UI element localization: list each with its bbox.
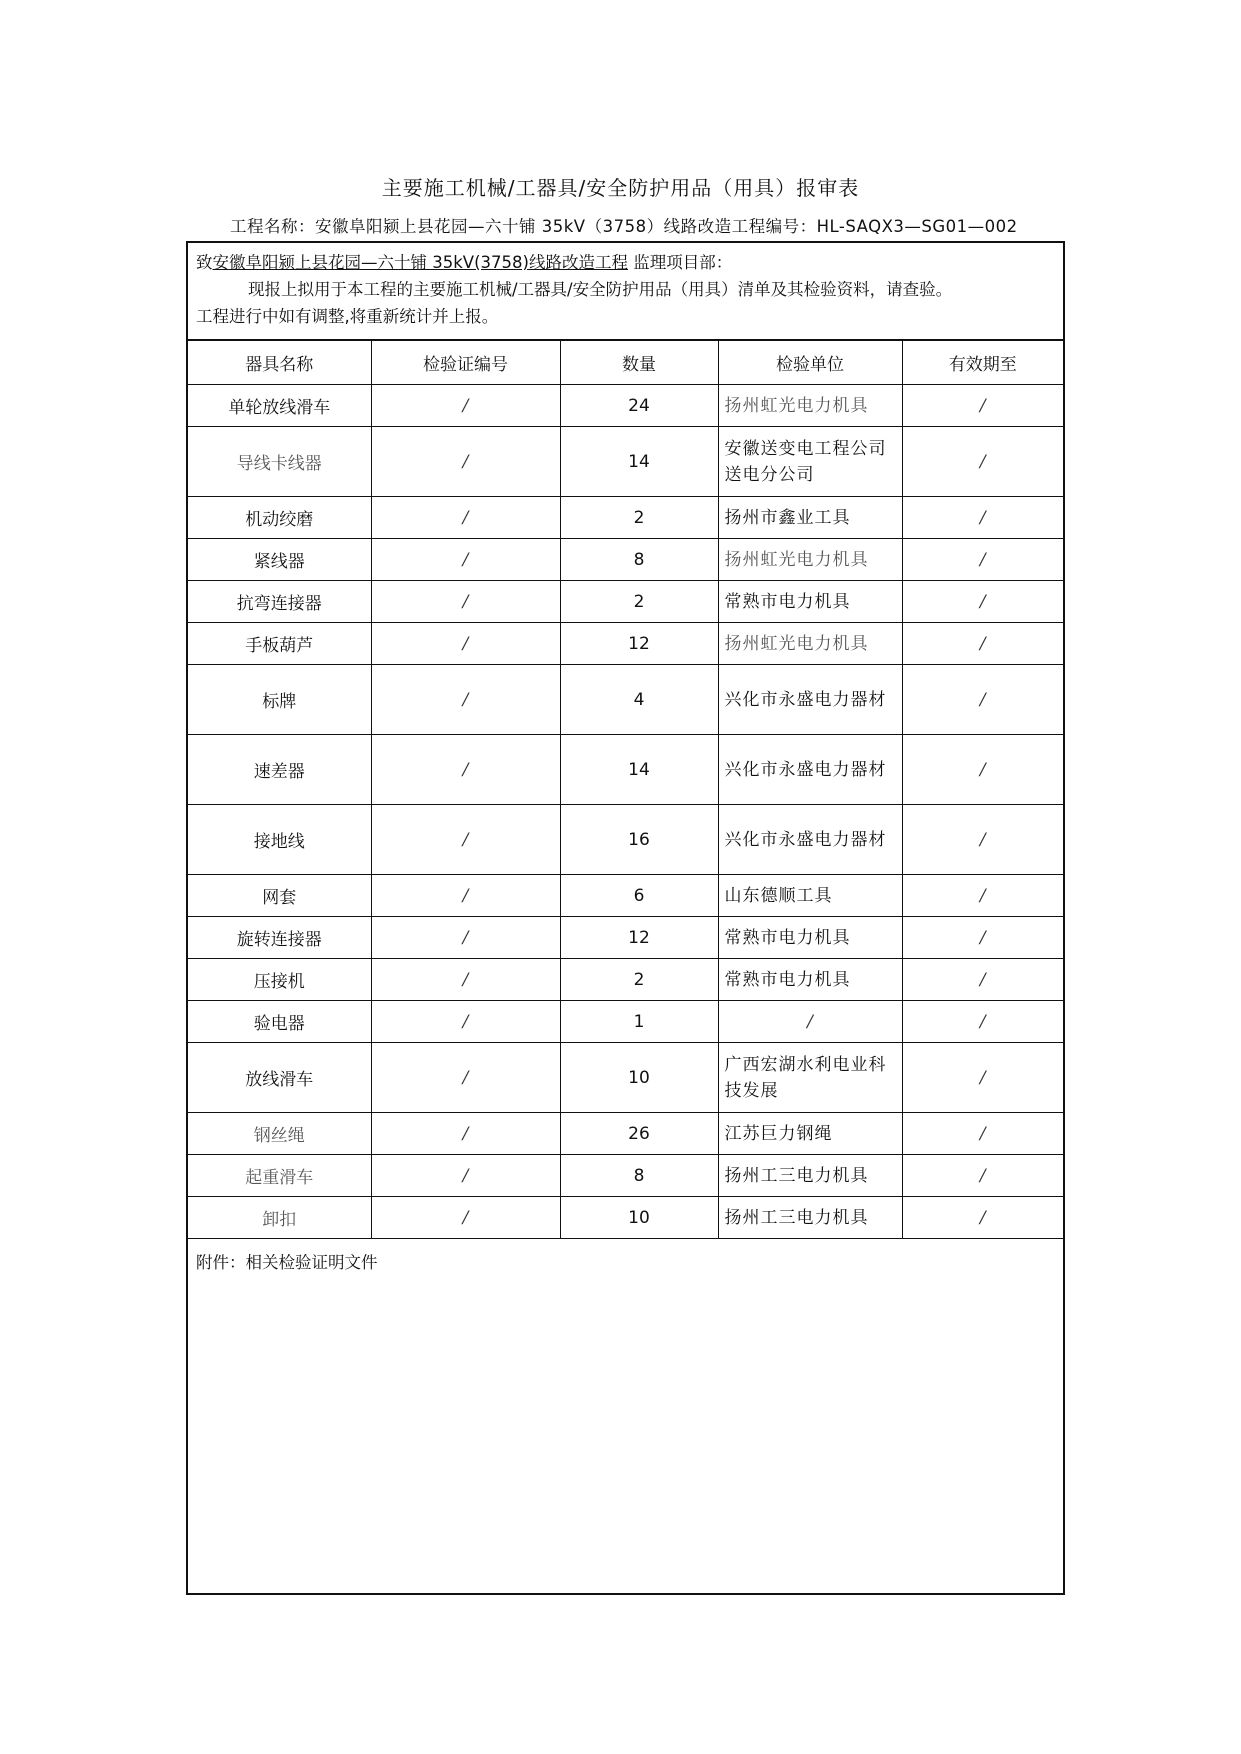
cell-unit: 常熟市电力机具 xyxy=(718,959,902,1001)
cell-unit: 扬州虹光电力机具 xyxy=(718,623,902,665)
cell-valid: / xyxy=(902,427,1063,497)
cell-name: 手板葫芦 xyxy=(188,623,371,665)
cell-name: 起重滑车 xyxy=(188,1155,371,1197)
cell-qty: 14 xyxy=(560,735,718,805)
cell-valid: / xyxy=(902,959,1063,1001)
cell-valid: / xyxy=(902,917,1063,959)
cell-cert: / xyxy=(371,805,560,875)
cell-unit: 常熟市电力机具 xyxy=(718,917,902,959)
cell-unit: 扬州虹光电力机具 xyxy=(718,385,902,427)
cell-unit: 扬州虹光电力机具 xyxy=(718,539,902,581)
cell-cert: / xyxy=(371,385,560,427)
cell-name: 验电器 xyxy=(188,1001,371,1043)
cell-qty: 14 xyxy=(560,427,718,497)
table-row xyxy=(188,1043,1063,1113)
cell-unit: / xyxy=(718,1001,902,1043)
cell-qty: 24 xyxy=(560,385,718,427)
cell-unit: 山东德顺工具 xyxy=(718,875,902,917)
cell-cert: / xyxy=(371,623,560,665)
cell-qty: 10 xyxy=(560,1197,718,1239)
intro-section xyxy=(188,243,1063,340)
cell-valid: / xyxy=(902,1155,1063,1197)
table-row xyxy=(188,539,1063,581)
cell-unit: 扬州工三电力机具 xyxy=(718,1155,902,1197)
cell-qty: 2 xyxy=(560,497,718,539)
cell-valid: / xyxy=(902,1043,1063,1113)
cell-valid: / xyxy=(902,665,1063,735)
cell-unit: 常熟市电力机具 xyxy=(718,581,902,623)
cell-qty: 16 xyxy=(560,805,718,875)
cell-unit: 扬州市鑫业工具 xyxy=(718,497,902,539)
cell-name: 接地线 xyxy=(188,805,371,875)
table-row xyxy=(188,497,1063,539)
header-unit: 检验单位 xyxy=(718,341,902,385)
table-row xyxy=(188,1001,1063,1043)
cell-name: 抗弯连接器 xyxy=(188,581,371,623)
cell-cert: / xyxy=(371,427,560,497)
cell-name: 卸扣 xyxy=(188,1197,371,1239)
addressee-line xyxy=(196,249,1055,276)
cell-name: 钢丝绳 xyxy=(188,1113,371,1155)
cell-qty: 10 xyxy=(560,1043,718,1113)
table-row xyxy=(188,805,1063,875)
cell-cert: / xyxy=(371,1155,560,1197)
cell-cert: / xyxy=(371,581,560,623)
intro-note: 工程进行中如有调整,将重新统计并上报。 xyxy=(196,307,499,326)
cell-valid: / xyxy=(902,1113,1063,1155)
equipment-table xyxy=(188,340,1063,1239)
cell-qty: 8 xyxy=(560,539,718,581)
addressee-project: 安徽阜阳颍上县花园—六十铺 35kV(3758)线路改造工程 xyxy=(212,253,628,272)
header-cert: 检验证编号 xyxy=(371,341,560,385)
cell-cert: / xyxy=(371,1197,560,1239)
cell-cert: / xyxy=(371,875,560,917)
cell-valid: / xyxy=(902,805,1063,875)
cell-qty: 1 xyxy=(560,1001,718,1043)
table-row xyxy=(188,917,1063,959)
document-title: 主要施工机械/工器具/安全防护用品（用具）报审表 xyxy=(381,176,860,200)
table-row xyxy=(188,665,1063,735)
cell-cert: / xyxy=(371,497,560,539)
cell-valid: / xyxy=(902,623,1063,665)
cell-cert: / xyxy=(371,539,560,581)
cell-valid: / xyxy=(902,1001,1063,1043)
cell-name: 压接机 xyxy=(188,959,371,1001)
cell-cert: / xyxy=(371,735,560,805)
header-qty: 数量 xyxy=(560,341,718,385)
cell-name: 速差器 xyxy=(188,735,371,805)
cell-qty: 12 xyxy=(560,917,718,959)
cell-cert: / xyxy=(371,1001,560,1043)
cell-name: 标牌 xyxy=(188,665,371,735)
cell-valid: / xyxy=(902,385,1063,427)
header-name: 器具名称 xyxy=(188,341,371,385)
cell-name: 导线卡线器 xyxy=(188,427,371,497)
cell-unit: 广西宏湖水利电业科技发展 xyxy=(718,1043,902,1113)
cell-valid: / xyxy=(902,735,1063,805)
cell-qty: 12 xyxy=(560,623,718,665)
cell-name: 网套 xyxy=(188,875,371,917)
table-row xyxy=(188,959,1063,1001)
cell-name: 单轮放线滑车 xyxy=(188,385,371,427)
table-row xyxy=(188,427,1063,497)
cell-name: 旋转连接器 xyxy=(188,917,371,959)
cell-name: 机动绞磨 xyxy=(188,497,371,539)
table-row xyxy=(188,1197,1063,1239)
cell-cert: / xyxy=(371,1043,560,1113)
cell-qty: 26 xyxy=(560,1113,718,1155)
project-name-line: 工程名称：安徽阜阳颍上县花园—六十铺 35kV（3758）线路改造工程编号：HL-SAQX3—SG01—002 xyxy=(230,217,1018,236)
table-row xyxy=(188,385,1063,427)
table-row xyxy=(188,875,1063,917)
cell-valid: / xyxy=(902,875,1063,917)
cell-valid: / xyxy=(902,1197,1063,1239)
cell-qty: 4 xyxy=(560,665,718,735)
cell-valid: / xyxy=(902,581,1063,623)
addressee-suffix: 监理项目部： xyxy=(627,253,733,272)
cell-qty: 8 xyxy=(560,1155,718,1197)
table-row xyxy=(188,1113,1063,1155)
cell-unit: 兴化市永盛电力器材 xyxy=(718,735,902,805)
table-header-row xyxy=(188,341,1063,385)
cell-unit: 扬州工三电力机具 xyxy=(718,1197,902,1239)
cell-name: 紧线器 xyxy=(188,539,371,581)
header-valid: 有效期至 xyxy=(902,341,1063,385)
cell-unit: 江苏巨力钢绳 xyxy=(718,1113,902,1155)
cell-cert: / xyxy=(371,1113,560,1155)
cell-valid: / xyxy=(902,497,1063,539)
cell-cert: / xyxy=(371,917,560,959)
cell-unit: 兴化市永盛电力器材 xyxy=(718,805,902,875)
cell-qty: 6 xyxy=(560,875,718,917)
table-row xyxy=(188,623,1063,665)
table-row xyxy=(188,581,1063,623)
attachment-note: 附件：相关检验证明文件 xyxy=(196,1253,378,1272)
intro-body: 现报上拟用于本工程的主要施工机械/工器具/安全防护用品（用具）清单及其检验资料，请查验。 xyxy=(248,280,953,299)
cell-unit: 兴化市永盛电力器材 xyxy=(718,665,902,735)
addressee-prefix: 致 xyxy=(196,253,213,272)
cell-unit: 安徽送变电工程公司送电分公司 xyxy=(718,427,902,497)
cell-name: 放线滑车 xyxy=(188,1043,371,1113)
cell-qty: 2 xyxy=(560,959,718,1001)
cell-qty: 2 xyxy=(560,581,718,623)
report-form xyxy=(186,241,1065,1595)
table-row xyxy=(188,735,1063,805)
cell-valid: / xyxy=(902,539,1063,581)
cell-cert: / xyxy=(371,665,560,735)
cell-cert: / xyxy=(371,959,560,1001)
table-row xyxy=(188,1155,1063,1197)
